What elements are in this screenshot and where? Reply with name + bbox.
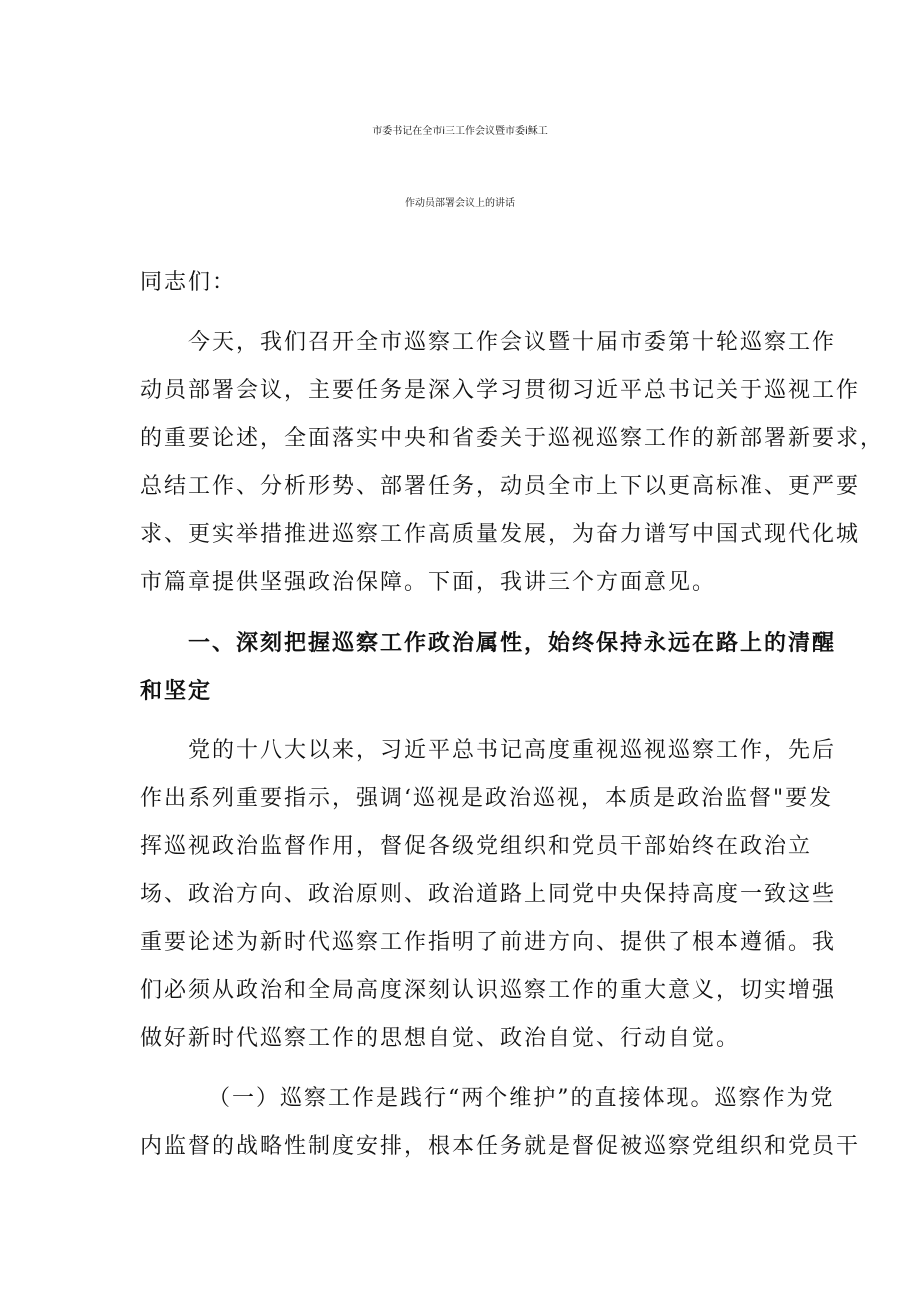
- paragraph-1-line: 总结工作、分析形势、部署任务，动员全市上下以更高标准、更严要: [140, 474, 861, 499]
- paragraph-2-line: 挥巡视政治监督作用，督促各级党组织和党员干部始终在政治立: [140, 834, 813, 859]
- paragraph-1-line: 的重要论述，全面落实中央和省委关于巡视巡察工作的新部署新要求，: [140, 426, 885, 451]
- paragraph-1-line: 市篇章提供坚强政治保障。下面，我讲三个方面意见。: [140, 570, 717, 595]
- paragraph-2-line: 作出系列重要指示，强调‘巡视是政治巡视，本质是政治监督"要发: [140, 786, 834, 811]
- paragraph-1-line: 今天，我们召开全市巡察工作会议暨十届市委第十轮巡察工作: [188, 330, 837, 355]
- paragraph-2-line: 重要论述为新时代巡察工作指明了前进方向、提供了根本遵循。我: [140, 930, 837, 955]
- salutation: 同志们：: [140, 270, 237, 295]
- paragraph-2-line: 场、政治方向、政治原则、政治道路上同党中央保持高度一致这些: [140, 882, 837, 907]
- paragraph-3-line: 内监督的战略性制度安排，根本任务就是督促被巡察党组织和党员干: [140, 1134, 861, 1159]
- paragraph-2-line: 们必须从政治和全局高度深刻认识巡察工作的重大意义，切实增强: [140, 978, 837, 1003]
- document-title-line-2: 作动员部署会议上的讲话: [405, 198, 515, 209]
- paragraph-1-line: 求、更实举措推进巡察工作高质量发展，为奋力谱写中国式现代化城: [140, 522, 861, 547]
- paragraph-2-line: 党的十八大以来，习近平总书记高度重视巡视巡察工作，先后: [188, 738, 837, 763]
- section-heading-1-continued: 和坚定: [140, 678, 213, 704]
- paragraph-2-line: 做好新时代巡察工作的思想自觉、政治自觉、行动自觉。: [140, 1026, 741, 1051]
- document-title-line-1: 市委书记在全市i三工作会议暨市委i稣工: [372, 126, 548, 137]
- paragraph-1-line: 动员部署会议，主要任务是深入学习贯彻习近平总书记关于巡视工作: [140, 378, 861, 403]
- section-heading-1: 一、深刻把握巡察工作政治属性，始终保持永远在路上的清醒: [188, 630, 837, 656]
- paragraph-3-line: （一）巡察工作是践行“两个维护”的直接体现。巡察作为党: [208, 1086, 835, 1111]
